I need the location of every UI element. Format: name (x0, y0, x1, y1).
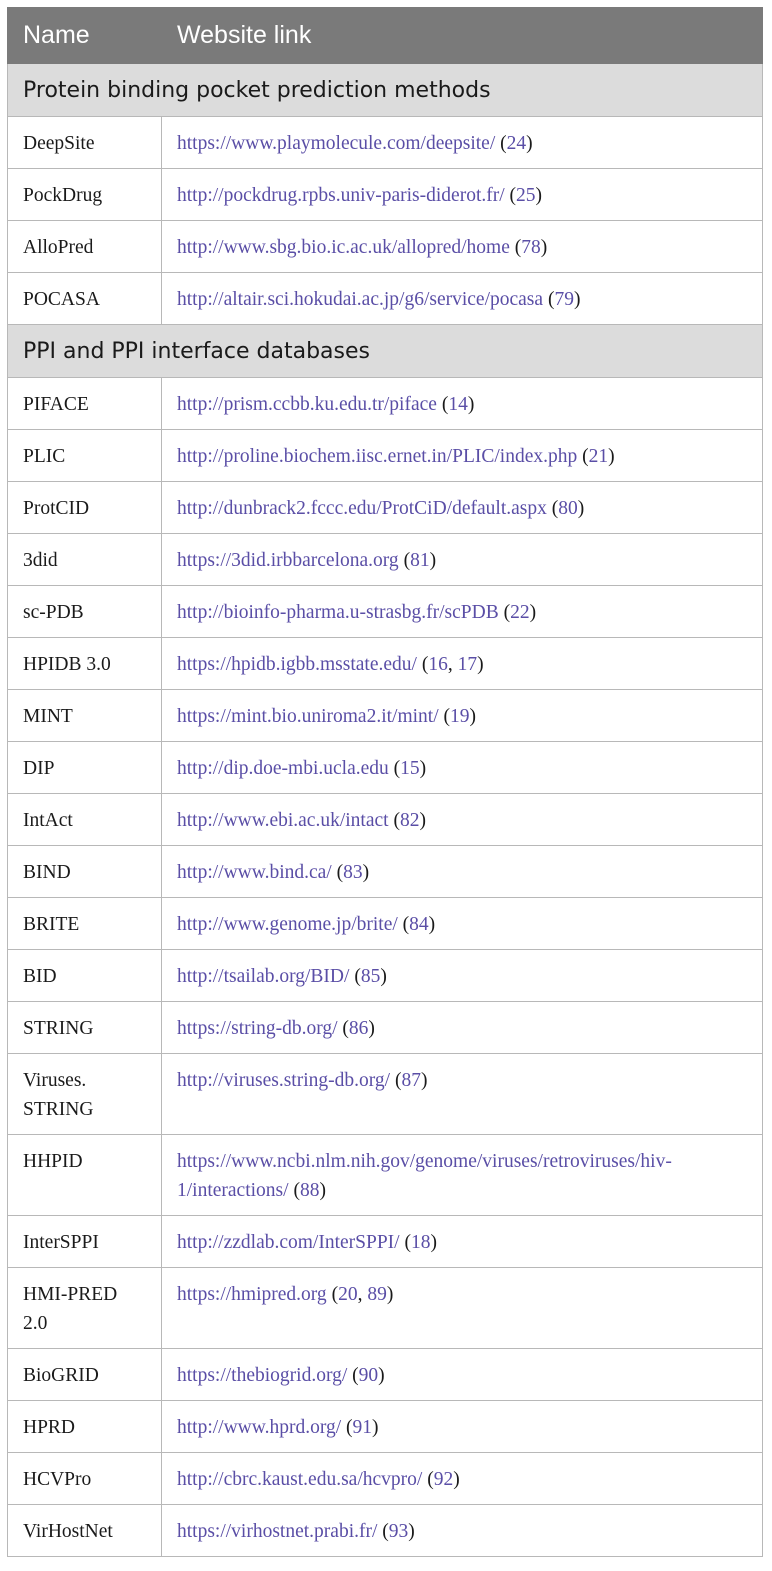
table-row (8, 1135, 763, 1216)
resource-name: Viruses. STRING (8, 1054, 162, 1135)
table-row (8, 742, 763, 794)
website-cell: https://hpidb.igbb.msstate.edu/ (16, 17) (162, 638, 763, 690)
website-link[interactable]: http://www.hprd.org/ (177, 1417, 342, 1438)
section-row (8, 64, 763, 117)
table-row (8, 221, 763, 273)
website-cell: http://dunbrack2.fccc.edu/ProtCiD/default.aspx (80) (162, 482, 763, 534)
website-link[interactable]: http://dunbrack2.fccc.edu/ProtCiD/default.aspx (177, 498, 547, 519)
resource-name: HCVPro (8, 1453, 162, 1505)
resource-name: ProtCID (8, 482, 162, 534)
table-row (8, 378, 763, 430)
table-row (8, 1453, 763, 1505)
table-row (8, 482, 763, 534)
header-website-link: Website link (162, 8, 763, 64)
website-link[interactable]: https://www.playmolecule.com/deepsite/ (177, 133, 496, 154)
resource-name: HPRD (8, 1401, 162, 1453)
resource-name: PIFACE (8, 378, 162, 430)
resource-name: DeepSite (8, 117, 162, 169)
table-row (8, 794, 763, 846)
reference-link[interactable]: 82 (399, 810, 420, 831)
table-row (8, 1216, 763, 1268)
reference-link[interactable]: 90 (358, 1365, 379, 1386)
resource-name: BioGRID (8, 1349, 162, 1401)
resource-name: HMI-PRED 2.0 (8, 1268, 162, 1349)
website-link[interactable]: http://dip.doe-mbi.ucla.edu (177, 758, 389, 779)
website-link[interactable]: http://proline.biochem.iisc.ernet.in/PLIC/index.php (177, 446, 578, 467)
reference-link[interactable]: 22 (510, 602, 530, 623)
reference-link[interactable]: 92 (433, 1469, 454, 1490)
reference-link[interactable]: 17 (457, 654, 478, 675)
website-link[interactable]: http://prism.ccbb.ku.edu.tr/piface (177, 394, 437, 415)
website-cell: https://3did.irbbarcelona.org (81) (162, 534, 763, 586)
website-cell: http://www.bind.ca/ (83) (162, 846, 763, 898)
resource-table (7, 7, 763, 1557)
reference-link[interactable]: 20 (338, 1284, 358, 1305)
table-row (8, 169, 763, 221)
website-link[interactable]: http://pockdrug.rpbs.univ-paris-diderot.fr/ (177, 185, 505, 206)
table-row (8, 1002, 763, 1054)
table-body (8, 64, 763, 1557)
website-cell: http://dip.doe-mbi.ucla.edu (15) (162, 742, 763, 794)
website-link[interactable]: https://www.ncbi.nlm.nih.gov/genome/viruses/retroviruses/hiv-1/interactions/ (177, 1151, 672, 1201)
reference-link[interactable]: 84 (409, 914, 429, 935)
table-row (8, 117, 763, 169)
resource-name: BIND (8, 846, 162, 898)
website-link[interactable]: https://thebiogrid.org/ (177, 1365, 348, 1386)
table-row (8, 638, 763, 690)
reference-link[interactable]: 87 (401, 1070, 421, 1091)
website-link[interactable]: http://tsailab.org/BID/ (177, 966, 350, 987)
resource-name: BRITE (8, 898, 162, 950)
table-row (8, 1349, 763, 1401)
website-cell: http://www.sbg.bio.ic.ac.uk/allopred/home (78) (162, 221, 763, 273)
resource-name: sc-PDB (8, 586, 162, 638)
section-title: Protein binding pocket prediction methods (8, 64, 763, 117)
reference-link[interactable]: 86 (348, 1018, 369, 1039)
website-link[interactable]: https://mint.bio.uniroma2.it/mint/ (177, 706, 439, 727)
table-row (8, 1054, 763, 1135)
reference-link[interactable]: 15 (400, 758, 420, 779)
table-row (8, 1268, 763, 1349)
reference-link[interactable]: 83 (343, 862, 363, 883)
table-row (8, 690, 763, 742)
resource-name: InterSPPI (8, 1216, 162, 1268)
resource-name: PockDrug (8, 169, 162, 221)
reference-link[interactable]: 18 (410, 1232, 431, 1253)
website-cell: http://altair.sci.hokudai.ac.jp/g6/service/pocasa (79) (162, 273, 763, 325)
section-title: PPI and PPI interface databases (8, 325, 763, 378)
resource-name: STRING (8, 1002, 162, 1054)
resource-name: AlloPred (8, 221, 162, 273)
website-link[interactable]: http://www.genome.jp/brite/ (177, 914, 398, 935)
reference-link[interactable]: 21 (588, 446, 609, 467)
website-link[interactable]: http://cbrc.kaust.edu.sa/hcvpro/ (177, 1469, 423, 1490)
resource-name: DIP (8, 742, 162, 794)
website-cell: http://viruses.string-db.org/ (87) (162, 1054, 763, 1135)
table-row (8, 1505, 763, 1557)
website-link[interactable]: http://www.bind.ca/ (177, 862, 332, 883)
reference-link[interactable]: 25 (516, 185, 536, 206)
table-row (8, 586, 763, 638)
website-link[interactable]: https://hmipred.org (177, 1284, 327, 1305)
website-cell: http://pockdrug.rpbs.univ-paris-diderot.fr/ (25) (162, 169, 763, 221)
resource-name: IntAct (8, 794, 162, 846)
website-cell: http://proline.biochem.iisc.ernet.in/PLIC/index.php (21) (162, 430, 763, 482)
website-link[interactable]: http://www.ebi.ac.uk/intact (177, 810, 389, 831)
website-link[interactable]: https://hpidb.igbb.msstate.edu/ (177, 654, 417, 675)
table-row (8, 898, 763, 950)
website-cell: https://www.playmolecule.com/deepsite/ (24) (162, 117, 763, 169)
table-row (8, 534, 763, 586)
website-cell: https://mint.bio.uniroma2.it/mint/ (19) (162, 690, 763, 742)
website-cell: https://www.ncbi.nlm.nih.gov/genome/viruses/retroviruses/hiv-1/interactions/ (88) (162, 1135, 763, 1216)
table-row (8, 1401, 763, 1453)
website-cell: http://bioinfo-pharma.u-strasbg.fr/scPDB (22) (162, 586, 763, 638)
resource-name: PLIC (8, 430, 162, 482)
resource-name: HHPID (8, 1135, 162, 1216)
website-cell: https://virhostnet.prabi.fr/ (93) (162, 1505, 763, 1557)
reference-link[interactable]: 78 (521, 237, 541, 258)
reference-link[interactable]: 19 (450, 706, 470, 727)
reference-link[interactable]: 79 (554, 289, 574, 310)
reference-link[interactable]: 14 (448, 394, 468, 415)
section-row (8, 325, 763, 378)
website-cell: https://thebiogrid.org/ (90) (162, 1349, 763, 1401)
website-link[interactable]: https://string-db.org/ (177, 1018, 338, 1039)
website-cell: http://www.ebi.ac.uk/intact (82) (162, 794, 763, 846)
header-name: Name (8, 8, 162, 64)
resource-name: POCASA (8, 273, 162, 325)
website-cell: https://hmipred.org (20, 89) (162, 1268, 763, 1349)
resource-name: HPIDB 3.0 (8, 638, 162, 690)
table-row (8, 273, 763, 325)
resource-name: MINT (8, 690, 162, 742)
website-link[interactable]: http://viruses.string-db.org/ (177, 1070, 391, 1091)
website-cell: https://string-db.org/ (86) (162, 1002, 763, 1054)
website-link[interactable]: http://www.sbg.bio.ic.ac.uk/allopred/home (177, 237, 510, 258)
reference-link[interactable]: 80 (558, 498, 578, 519)
reference-link[interactable]: 85 (360, 966, 381, 987)
website-cell: http://prism.ccbb.ku.edu.tr/piface (14) (162, 378, 763, 430)
reference-link[interactable]: 16 (428, 654, 448, 675)
reference-link[interactable]: 93 (388, 1521, 409, 1542)
website-link[interactable]: https://3did.irbbarcelona.org (177, 550, 399, 571)
website-cell: http://www.genome.jp/brite/ (84) (162, 898, 763, 950)
website-link[interactable]: https://virhostnet.prabi.fr/ (177, 1521, 378, 1542)
website-cell: http://cbrc.kaust.edu.sa/hcvpro/ (92) (162, 1453, 763, 1505)
table-row (8, 846, 763, 898)
website-cell: http://tsailab.org/BID/ (85) (162, 950, 763, 1002)
website-cell: http://www.hprd.org/ (91) (162, 1401, 763, 1453)
website-link[interactable]: http://bioinfo-pharma.u-strasbg.fr/scPDB (177, 602, 499, 623)
reference-link[interactable]: 81 (410, 550, 430, 571)
website-link[interactable]: http://zzdlab.com/InterSPPI/ (177, 1232, 400, 1253)
resource-name: BID (8, 950, 162, 1002)
table-header-row (8, 8, 763, 64)
reference-link[interactable]: 24 (506, 133, 527, 154)
table-row (8, 430, 763, 482)
reference-link[interactable]: 91 (352, 1417, 372, 1438)
website-link[interactable]: http://altair.sci.hokudai.ac.jp/g6/service/pocasa (177, 289, 544, 310)
resource-name: VirHostNet (8, 1505, 162, 1557)
website-cell: http://zzdlab.com/InterSPPI/ (18) (162, 1216, 763, 1268)
table-row (8, 950, 763, 1002)
reference-link[interactable]: 88 (299, 1180, 320, 1201)
reference-link[interactable]: 89 (367, 1284, 387, 1305)
resource-name: 3did (8, 534, 162, 586)
